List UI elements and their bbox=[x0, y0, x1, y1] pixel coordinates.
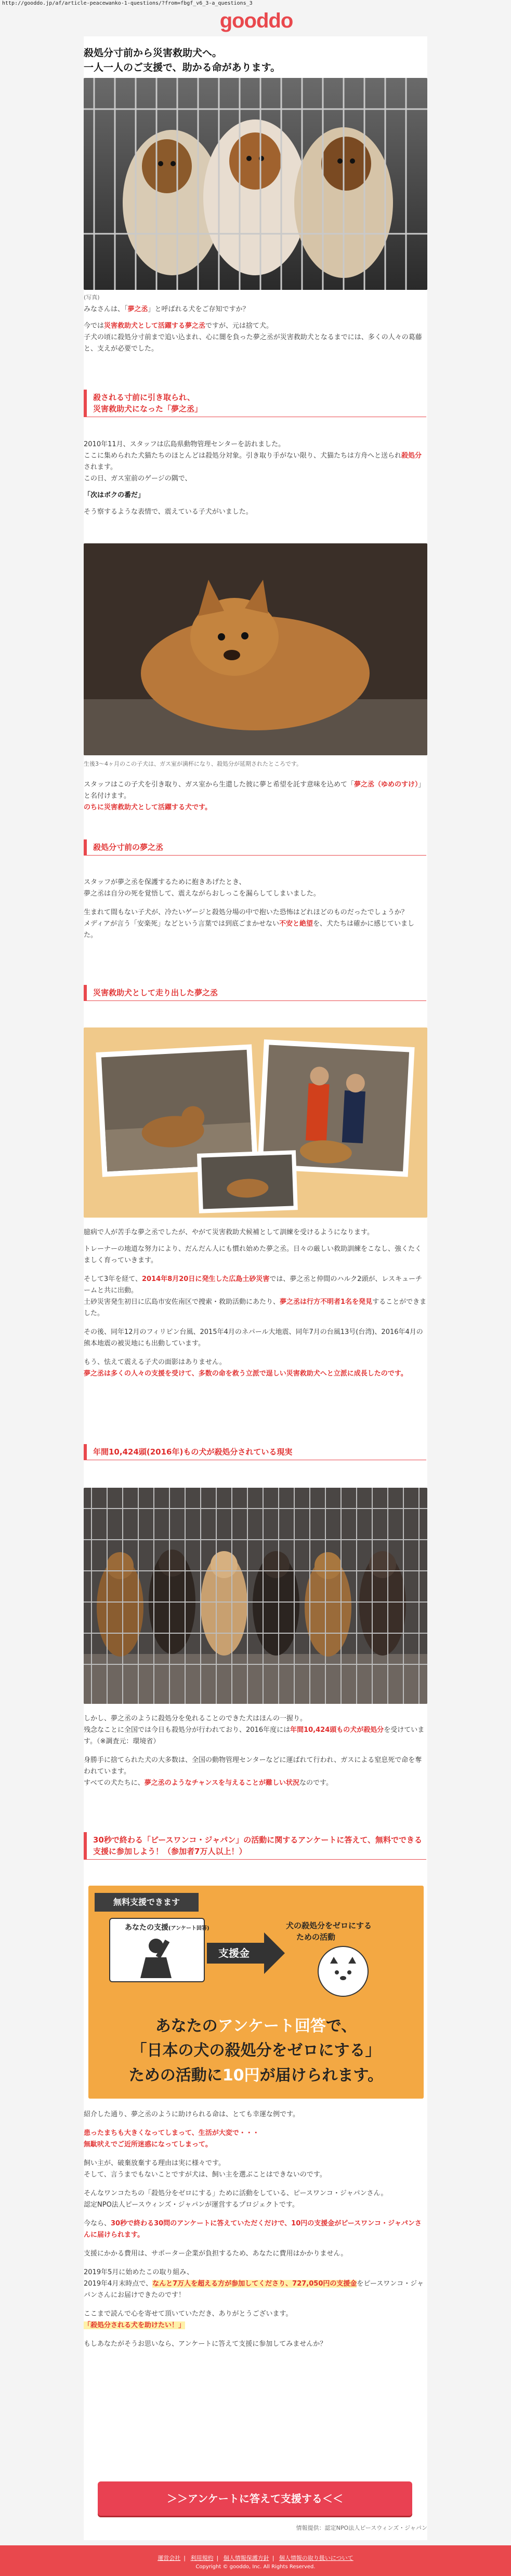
footer-link-personal-info[interactable]: 個人情報の取り扱いについて bbox=[279, 2555, 353, 2561]
photo-caption: (写真) bbox=[84, 294, 100, 301]
dogs-in-cage-photo bbox=[84, 1488, 427, 1704]
page-title bbox=[84, 46, 427, 75]
section1-after-text: スタッフはこの子犬を引き取り、ガス室から生還した彼に夢と希望を託す意味を込めて「夢之丞（ゆめのすけ）」と名付けます。 のちに災害救助犬として活躍する犬です。 bbox=[84, 781, 425, 811]
banner-big-line-3: ための活動に10円が届けられます。 bbox=[128, 2066, 384, 2085]
section3-text: 臆病で人が苦手な夢之丞でしたが、やがて災害救助犬候補として訓練を受けるようになります。 トレーナーの地道な努力により、だんだん人にも慣れ始めた夢之丞。日々の厳しい救助訓練をこなし、強くたくましく育っていきます。 そして3年を経て、2014年8月20日に発生した広島土砂災害では、夢之丞と仲間のハルク2頭が、レスキューチームと共に出動。 土砂災害発生初日に広島市安佐南区で捜索・救助活動にあたり、夢之丞は行方不明者1名を発見することができました。 その後、同年12月のフィリピン台風、2015年4月のネパール大地震、同年7月の台風13号(台湾)、2016年4月の熊本地震の被災地にも出動しています。 もう、怯えて震える子犬の面影はありません。 夢之丞は多くの人々の支援を受けて、多数の命を救う立派で逞しい災害救助犬へと立派に成長したのです。 bbox=[84, 1229, 427, 1378]
footer-copyright: Copyright © gooddo, Inc. All Rights Reserved. bbox=[195, 2564, 316, 2570]
rescue-collage-photo bbox=[84, 1027, 427, 1218]
you-support-label: あなたの支援(アンケート回答) bbox=[125, 1924, 209, 1932]
url-bar: http://gooddo.jp/af/article-peacewanko-1-questions/?from=fbgf_v6_3-a_questions_3 bbox=[2, 1, 253, 6]
footer-links: 運営会社 | 利用規約 | 個人情報保護方針 | 個人情報の取り扱いについて bbox=[158, 2555, 353, 2561]
banner-big-line-2: 「日本の犬の殺処分をゼロにする」 bbox=[131, 2041, 381, 2060]
gooddo-logo[interactable]: gooddo bbox=[219, 9, 293, 32]
survey-cta-button[interactable]: ＞＞アンケートに答えて支援する＜＜ bbox=[98, 2481, 412, 2516]
footer-link-privacy[interactable]: 個人情報保護方針 bbox=[223, 2555, 269, 2561]
footer-link-company[interactable]: 運営会社 bbox=[158, 2555, 181, 2561]
yumenosuke-puppy-photo bbox=[84, 543, 427, 755]
title-line-2: 一人一人のご支援で、助かる命があります。 bbox=[84, 62, 281, 73]
footer bbox=[0, 2545, 511, 2576]
puppies-cage-photo bbox=[84, 78, 427, 290]
section4-text: しかし、夢之丞のように殺処分を免れることのできた犬はほんの一握り。 残念なことに全国では今日も殺処分が行われており、2016年度には年間10,424頭もの犬が殺処分を受けています。（※調査元：環境省） 身勝手に捨てられた犬の大多数は、全国の動物管理センターなどに運ばれて行われ、ガスによる窒息死で命を奪われています。 すべての犬たちに、夢之丞のようなチャンスを与えることが難しい状況なのです。 bbox=[84, 1715, 425, 1787]
person-icon bbox=[135, 1937, 177, 1978]
banner-big-line-1: あなたのアンケート回答で、 bbox=[155, 2017, 357, 2035]
dog-face-icon bbox=[317, 1945, 369, 1997]
section2-text: スタッフが夢之丞を保護するために抱きあげたとき、 夢之丞は自分の死を覚悟して、震えながらおしっこを漏らしてしまいました。 生まれて間もない子犬が、冷たいゲージと殺処分場の中で抱いた恐怖はどれほどのものだったでしょうか？ メディアが言う「安楽死」などという言葉では到底ごまかせない不安と絶望を、犬たちは確かに感じていました。 bbox=[84, 878, 414, 939]
title-line-1: 殺処分寸前から災害救助犬へ。 bbox=[84, 47, 222, 59]
section-heading-5: 30秒で終わる「ピースワンコ・ジャパン」の活動に関するアンケートに答えて、無料でできる支援に参加しよう！（参加者7万人以上！） bbox=[84, 1832, 426, 1860]
section1-text: 2010年11月、スタッフは広島県動物管理センターを訪れました。 ここに集められた犬猫たちのほとんどは殺処分対象。引き取り手がない限り、犬猫たちは方舟へと送られ殺処分されます。 この日、ガス室前のゲージの隅で、 「次はボクの番だ」 そう察するような表情で、震えている子犬がいました。 bbox=[84, 441, 422, 516]
photo-caption-2: 生後3～4ヶ月のこの子犬は、ガス室が満杯になり、殺処分が延期されたところです。 bbox=[84, 760, 303, 767]
section5-text: 紹介した通り、夢之丞のように助けられる命は、とても幸運な例です。 患ったまちも大きくなってしまって、生活が大変で・・・ 無駄吠えでご近所迷惑になってしまって。 飼い主が、破棄放棄する理由は実に様々です。 そして、言うまでもないことですが犬は、飼い主を選ぶことはできないのです。 そんなワンコたちの「殺処分をゼロにする」ために活動をしている、ピースワンコ・ジャパンさん。 認定NPO法人ピースウィンズ・ジャパンが運営するプロジェクトです。 今なら、30秒で終わる30問のアンケートに答えていただくだけで、10円の支援金がピースワンコ・ジャパンさんに届けられます。 支援にかかる費用は、サポーター企業が負担するため、あなたに費用はかかりません。 2019年5月に始めたこの取り組み、 2019年4月末時点で、なんと7万人を超える方が参加してくださり、727,050円の支援金をピースワンコ・ジャパンさんにお届けできたのです！ ここまで読んで心を寄せて頂いていただき、ありがとうございます。 「殺処分される犬を助けたい！」 もしあなたがそうお思いなら、アンケートに答えて支援に参加してみませんか？ bbox=[84, 2111, 424, 2348]
section-heading-1: 殺される寸前に引き取られ、 災害救助犬になった「夢之丞」 bbox=[84, 390, 426, 417]
free-support-tag: 無料支援できます bbox=[95, 1893, 199, 1912]
footer-link-terms[interactable]: 利用規約 bbox=[190, 2555, 214, 2561]
section-heading-4: 年間10,424頭(2016年)もの犬が殺処分されている現実 bbox=[84, 1444, 426, 1460]
goal-label: 犬の殺処分をゼロにする ための活動 bbox=[286, 1921, 372, 1942]
money-label: 支援金 bbox=[218, 1947, 250, 1959]
survey-banner[interactable] bbox=[88, 1886, 424, 2099]
intro-text: みなさんは、「夢之丞」と呼ばれる犬をご存知ですか？ 今では災害救助犬として活躍する夢之丞ですが、元は捨て犬。 子犬の頃に殺処分寸前まで追い込まれ、心に闇を負った夢之丞が災害救助犬となるまでには、多くの人々の葛藤と、支えが必要でした。 bbox=[84, 305, 422, 353]
info-credit: 情報提供：認定NPO法人ピースウィンズ・ジャパン bbox=[296, 2525, 427, 2531]
section-heading-3: 災害救助犬として走り出した夢之丞 bbox=[84, 985, 426, 1001]
section-heading-2: 殺処分寸前の夢之丞 bbox=[84, 839, 426, 856]
